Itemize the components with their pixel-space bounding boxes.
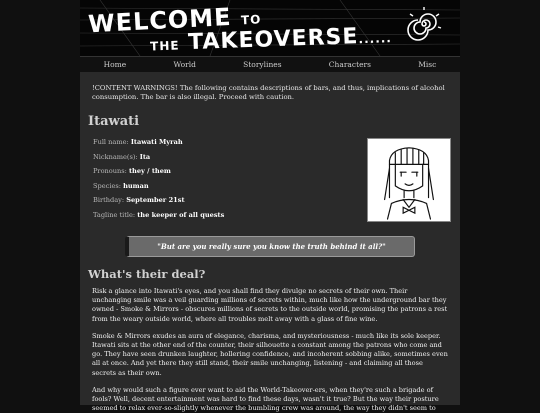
info-value: Itawati Myrah	[130, 138, 183, 146]
paragraph: Smoke & Mirrors exudes an aura of elegance, charisma, and mysteriousness - much like its sole keeper. Itawati sits at the other end of the counter, their silhouette a constant among the patrons who come and go. They have seen drunken laughter, hollering confidence, and incoherent sobbing alike, sometimes even all at once. And yet there they still stand, their smile unchanging, listening - and claiming all those secrets as their own.	[92, 331, 448, 377]
paragraph: Risk a glance into Itawati's eyes, and you shall find they divulge no secrets of their own. Their unchanging smile was a veil guarding millions of secrets within, much like how the underground bar they owned - Smoke & Mirrors - obscures millions of secrets to the outside world, promising the patrons a rest from the weary outside world, where all troubles melt away with a glass of fine wine.	[92, 287, 448, 323]
info-label: Full name:	[93, 138, 129, 146]
info-value: Ita	[139, 152, 151, 161]
nav-storylines[interactable]: Storylines	[243, 60, 282, 69]
info-label: Nickname(s):	[93, 152, 138, 161]
main-nav	[80, 56, 460, 72]
info-label: Species:	[93, 181, 121, 190]
info-label: Tagline title:	[93, 210, 136, 219]
info-value: the keeper of all quests	[137, 210, 225, 219]
nav-misc[interactable]: Misc	[418, 60, 437, 69]
info-label: Pronouns:	[93, 167, 127, 175]
site-banner	[80, 0, 460, 56]
paragraph: And why would such a figure ever want to aid the World-Takeover-ers, when they're such a brigade of fools? Well, decent entertainment was hard to find these days, wasn't it true? But the way their posture seemed to relax ever-so-slightly whenever the bumbling crew was around, the way they didn't seem to	[92, 385, 439, 413]
spiral-icon	[406, 6, 442, 42]
banner-word-the: THE	[149, 38, 180, 54]
info-value: human	[123, 181, 149, 190]
character-portrait	[367, 138, 451, 222]
quote-text: "But are you really sure you know the truth behind it all?"	[157, 242, 386, 251]
content-panel	[80, 72, 460, 413]
banner-title	[87, 2, 408, 56]
banner-dots: ......	[358, 31, 393, 47]
banner-word-takeoverse: TAKEOVERSE	[187, 24, 359, 56]
character-quote	[125, 236, 415, 257]
nav-world[interactable]: World	[173, 60, 196, 69]
banner-word-welcome: WELCOME	[87, 2, 233, 39]
section-title: What's their deal?	[88, 267, 206, 281]
nav-home[interactable]: Home	[103, 60, 127, 69]
nav-characters[interactable]: Characters	[328, 60, 371, 69]
portrait-drawing	[368, 139, 450, 221]
info-label: Birthday:	[93, 196, 125, 204]
content-warning: !CONTENT WARNINGS! The following contains descriptions of bars, and thus, implications of alcohol consumption. The bar is also illegal. Proceed with caution.	[92, 84, 445, 101]
banner-word-to: TO	[240, 12, 262, 28]
character-name: Itawati	[88, 114, 140, 129]
info-value: September 21st	[126, 196, 185, 204]
info-value: they / them	[128, 167, 171, 175]
